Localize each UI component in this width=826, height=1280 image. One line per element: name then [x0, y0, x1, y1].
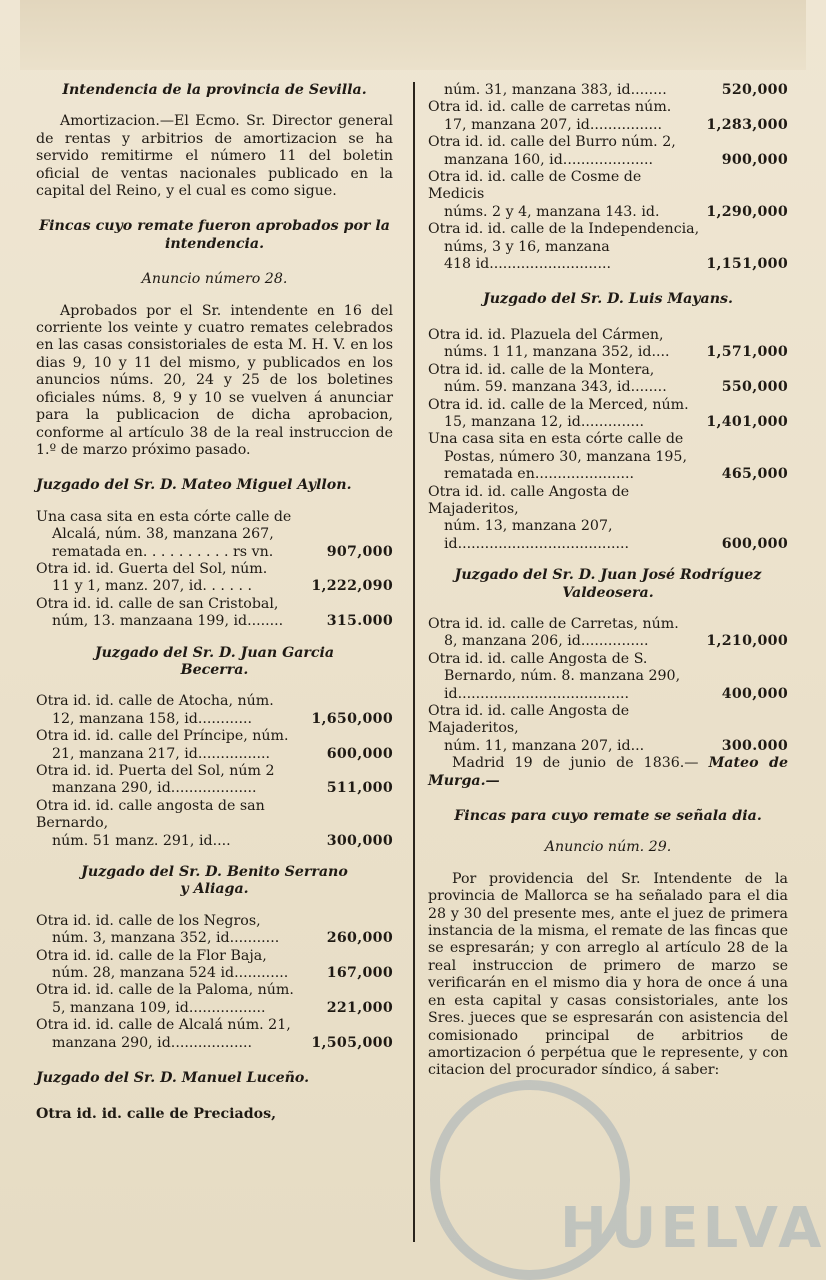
entry-line: id...................................... [444, 685, 629, 702]
finca-entry [36, 596, 393, 631]
finca-entry [428, 82, 788, 99]
entry-amount: 600,000 [721, 535, 788, 552]
anuncio-heading: Anuncio número 28. [141, 271, 288, 288]
right-column [428, 82, 788, 1080]
finca-entry [36, 798, 393, 850]
entry-amount: 400,000 [721, 685, 788, 702]
entry-line: id...................................... [444, 535, 629, 552]
entry-line: Otra id. id. calle angosta de san Bernardo, [36, 797, 265, 832]
entry-amount: 900,000 [721, 151, 788, 168]
entry-line: Alcalá, núm. 38, manzana 267, [52, 526, 274, 543]
finca-entry [36, 982, 393, 1017]
finca-entry [428, 397, 788, 432]
finca-entry [428, 169, 788, 221]
entry-amount: 907,000 [326, 543, 393, 560]
finca-entry [428, 484, 788, 554]
column-divider [413, 82, 415, 1242]
entry-line: Otra id. id. calle de Carretas, núm. [428, 615, 679, 632]
finca-entry [36, 913, 393, 948]
entry-line: núm. 13, manzana 207, [444, 518, 613, 535]
watermark-circle [430, 1080, 630, 1280]
juzgado-heading-rodriguez [428, 567, 788, 602]
entry-line: 418 id........................... [444, 256, 611, 273]
entry-amount: 1,210,000 [706, 633, 788, 650]
continued-line: Otra id. id. calle de Preciados, [36, 1105, 277, 1122]
entry-line: Otra id. id. Plazuela del Cármen, [428, 326, 664, 343]
entry-amount: 1,151,000 [706, 256, 788, 273]
entry-line: núm. 11, manzana 207, id... [444, 737, 645, 754]
left-column [36, 82, 393, 1123]
entry-line: 12, manzana 158, id............ [52, 710, 252, 727]
entry-line: 17, manzana 207, id................ [444, 116, 663, 133]
entry-line: Otra id. id. calle del Príncipe, núm. [36, 728, 289, 745]
closing-date: Madrid 19 de junio de 1836.— [452, 755, 699, 772]
entry-amount: 1,401,000 [706, 413, 788, 430]
finca-entry [428, 134, 788, 169]
juzgado-heading-line: y Aliaga. [180, 881, 249, 898]
entry-amount: 600,000 [326, 745, 393, 762]
anuncio-paragraph: Aprobados por el Sr. intendente en 16 del corriente los veinte y cuatro remates celebrados en las casas consistoriales de esta M. H. V. en los dias 9, 10 y 11 del mismo, y publicados en los anuncios núms. 20, 24 y 25 de los boletines oficiales núms. 8, 9 y 10 se vuelven á anunciar para la publicacion de dicha aprobacion, conforme al artículo 38 de la real instruccion de 1.º de marzo próximo pasado. [36, 302, 393, 458]
anuncio-29-heading: Anuncio núm. 29. [544, 839, 672, 856]
closing-line [428, 755, 788, 790]
entry-line: 11 y 1, manz. 207, id. . . . . . [52, 578, 253, 595]
entry-line: Otra id. id. calle de san Cristobal, [36, 595, 279, 612]
finca-entry [428, 651, 788, 703]
entry-line: Una casa sita en esta córte calle de [428, 431, 684, 448]
juzgado-heading-serrano [36, 864, 393, 899]
juzgado-heading-luceno: Juzgado del Sr. D. Manuel Luceño. [36, 1070, 310, 1087]
page-top-margin [20, 0, 806, 70]
entry-amount: 465,000 [721, 466, 788, 483]
entry-line: núm. 31, manzana 383, id........ [444, 82, 667, 98]
entry-line: 15, manzana 12, id.............. [444, 413, 644, 430]
watermark-text: HUELVA [560, 1196, 826, 1261]
finca-entry [36, 1017, 393, 1052]
juzgado-heading-becerra [36, 645, 393, 680]
entry-amount: 1,650,000 [311, 710, 393, 727]
entry-line: núms, 3 y 16, manzana [444, 238, 610, 255]
entry-line: Otra id. id. calle de Cosme de Medicis [428, 169, 642, 203]
entry-line: Otra id. id. calle del Burro núm. 2, [428, 134, 676, 151]
entry-line: Bernardo, núm. 8. manzana 290, [444, 668, 681, 685]
entry-line: Una casa sita en esta córte calle de [36, 508, 292, 525]
entry-line: núm. 51 manz. 291, id.... [52, 832, 231, 849]
entry-line: Otra id. id. Puerta del Sol, núm 2 [36, 763, 275, 779]
entry-line: 5, manzana 109, id................. [52, 999, 266, 1016]
entry-line: núm. 59. manzana 343, id........ [444, 379, 667, 396]
finca-entry [428, 99, 788, 134]
entry-line: Otra id. id. calle de la Merced, núm. [428, 396, 689, 413]
entry-line: Otra id. id. calle de carretas núm. [428, 99, 672, 116]
finca-entry [428, 221, 788, 273]
finca-entry [428, 362, 788, 397]
fincas-dia-heading: Fincas para cuyo remate se señala dia. [454, 808, 762, 825]
entry-line: Otra id. id. calle de la Independencia, [428, 221, 700, 238]
entry-amount: 1,505,000 [311, 1034, 393, 1051]
entry-line: Otra id. id. calle Angosta de S. [428, 650, 648, 667]
entry-line: rematada en...................... [444, 466, 635, 483]
entry-line: núms. 1 11, manzana 352, id.... [444, 344, 670, 361]
entry-line: núm. 28, manzana 524 id............ [52, 965, 289, 982]
closing-signature: Mateo de Murga.— [428, 755, 789, 789]
entry-line: Postas, número 30, manzana 195, [444, 448, 687, 465]
entry-line: Otra id. id. calle de la Montera, [428, 361, 655, 378]
juzgado-heading-ayllon: Juzgado del Sr. D. Mateo Miguel Ayllon. [36, 477, 352, 494]
entry-amount: 511,000 [326, 780, 393, 797]
entry-line: 8, manzana 206, id............... [444, 633, 649, 650]
entry-amount: 1,222,090 [311, 578, 393, 595]
juzgado-heading-line: Juzgado del Sr. D. Juan Garcia [94, 644, 335, 661]
finca-entry [428, 431, 788, 483]
watermark-logo [520, 1140, 826, 1261]
entry-line: manzana 160, id.................... [444, 151, 654, 168]
anuncio-29-paragraph: Por providencia del Sr. Intendente de la provincia de Mallorca se ha señalado para el dia 28 y 30 del presente mes, ante el juez de primera instancia de la misma, el remate de las fincas que se espresarán; y con arreglo al artículo 28 de la real instruccion de primero de marzo se verificarán en el mismo dia y hora de once á una en esta capital y casas consistoriales, ante los Sres. jueces que se espresarán con asistencia del comisionado principal de arbitrios de amortizacion ó perpétua que le represente, y con citacion del procurador síndico, á saber: [428, 870, 788, 1079]
finca-entry [36, 728, 393, 763]
juzgado-heading-line: Becerra. [180, 661, 249, 678]
entry-amount: 1,571,000 [706, 344, 788, 361]
entry-amount: 167,000 [326, 965, 393, 982]
finca-entry [36, 509, 393, 561]
juzgado-heading-line: Valdeosera. [562, 584, 654, 601]
entry-amount: 221,000 [326, 999, 393, 1016]
juzgado-heading-line: Juzgado del Sr. D. Juan José Rodríguez [454, 567, 762, 584]
entry-amount: 520,000 [721, 82, 788, 98]
finca-entry [36, 561, 393, 596]
entry-line: Otra id. id. calle de los Negros, [36, 912, 261, 929]
entry-amount: 1,283,000 [706, 116, 788, 133]
finca-entry [428, 616, 788, 651]
fincas-heading: Fincas cuyo remate fueron aprobados por la intendencia. [39, 218, 390, 252]
entry-line: Otra id. id. calle de la Paloma, núm. [36, 982, 294, 999]
finca-entry [36, 693, 393, 728]
entry-line: Otra id. id. calle Angosta de Majaderitos, [428, 483, 630, 517]
entry-amount: 300.000 [721, 737, 788, 754]
finca-entry [36, 948, 393, 983]
entry-line: núm. 3, manzana 352, id........... [52, 930, 280, 947]
entry-line: núm, 13. manzaana 199, id........ [52, 613, 284, 630]
entry-line: núms. 2 y 4, manzana 143. id. [444, 203, 660, 220]
entry-amount: 315.000 [326, 613, 393, 630]
juzgado-heading-mayans: Juzgado del Sr. D. Luis Mayans. [483, 291, 733, 308]
finca-entry [428, 703, 788, 755]
entry-line: Otra id. id. calle de Alcalá núm. 21, [36, 1017, 291, 1034]
entry-line: Otra id. id. calle Angosta de Majaderitos, [428, 703, 630, 737]
entry-line: Otra id. id. calle de la Flor Baja, [36, 947, 267, 964]
entry-line: rematada en. . . . . . . . . . rs vn. [52, 543, 274, 560]
entry-line: Otra id. id. calle de Atocha, núm. [36, 693, 274, 710]
entry-line: manzana 290, id.................. [52, 1034, 252, 1051]
entry-line: Otra id. id. Guerta del Sol, núm. [36, 560, 268, 577]
juzgado-heading-line: Juzgado del Sr. D. Benito Serrano [81, 864, 348, 881]
section-title: Intendencia de la provincia de Sevilla. [62, 82, 367, 98]
entry-amount: 260,000 [326, 930, 393, 947]
entry-amount: 550,000 [721, 379, 788, 396]
entry-line: manzana 290, id................... [52, 780, 257, 797]
entry-amount: 300,000 [326, 832, 393, 849]
entry-line: 21, manzana 217, id................ [52, 745, 271, 762]
entry-amount: 1,290,000 [706, 203, 788, 220]
finca-entry [36, 763, 393, 798]
finca-entry [428, 327, 788, 362]
intro-paragraph: Amortizacion.—El Ecmo. Sr. Director general de rentas y arbitrios de amortizacion se ha servido remitirme el número 11 del boletin oficial de ventas nacionales publicado en la capital del Reino, y el cual es como sigue. [36, 113, 393, 200]
